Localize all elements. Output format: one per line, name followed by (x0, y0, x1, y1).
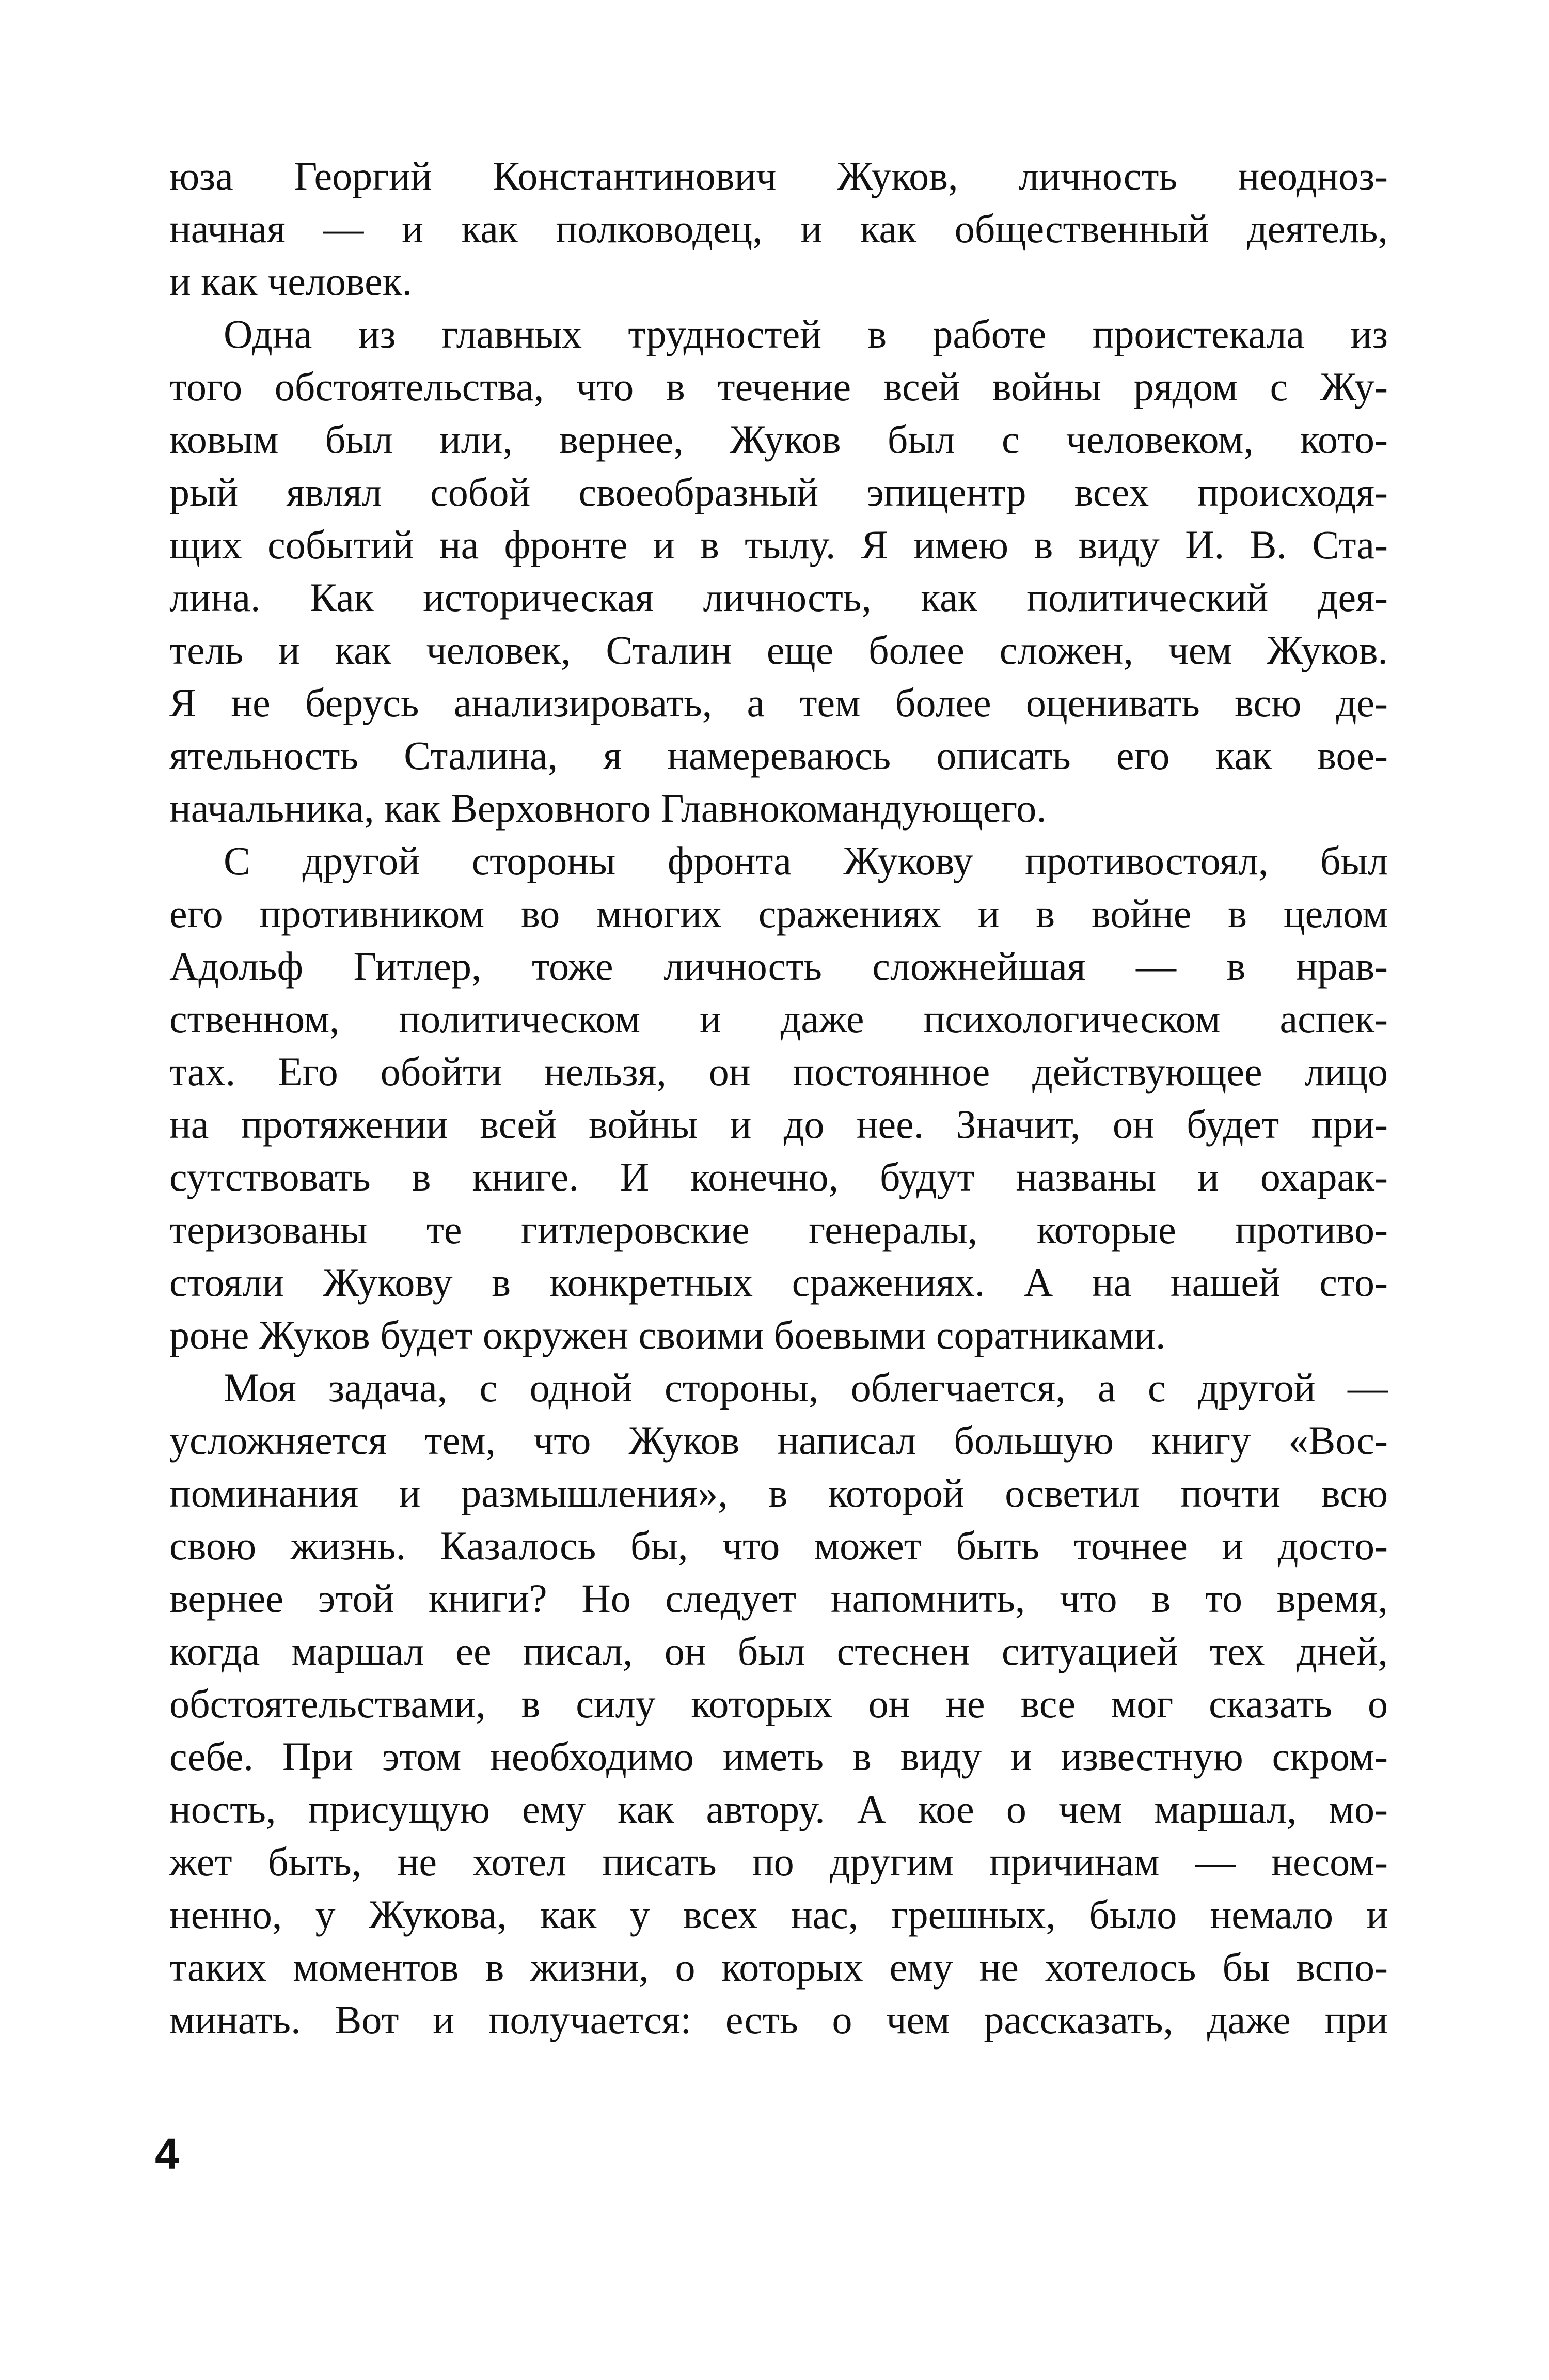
text-line: ненно, у Жукова, как у всех нас, грешных, было немало и (169, 1892, 1388, 1937)
text-line: теризованы те гитлеровские генералы, которые противо- (169, 1207, 1388, 1252)
text-line: на протяжении всей войны и до нее. Значит, он будет при- (169, 1102, 1388, 1147)
text-line: усложняется тем, что Жуков написал большую книгу «Вос- (169, 1418, 1388, 1463)
text-line: ятельность Сталина, я намереваюсь описать его как вое- (169, 733, 1388, 778)
text-line: ственном, политическом и даже психологическом аспек- (169, 996, 1388, 1041)
text-line: таких моментов в жизни, о которых ему не хотелось бы вспо- (169, 1945, 1388, 1990)
text-line: свою жизнь. Казалось бы, что может быть точнее и досто- (169, 1523, 1388, 1568)
text-line: рый являл собой своеобразный эпицентр всех происходя- (169, 469, 1388, 514)
text-line: роне Жуков будет окружен своими боевыми соратниками. (169, 1312, 1166, 1357)
text-line: минать. Вот и получается: есть о чем рассказать, даже при (169, 1997, 1388, 2042)
text-line: тель и как человек, Сталин еще более сложен, чем Жуков. (169, 628, 1388, 672)
text-line: вернее этой книги? Но следует напомнить, что в то время, (169, 1576, 1388, 1621)
text-line: Я не берусь анализировать, а тем более оценивать всю де- (169, 680, 1388, 725)
text-line: стояли Жукову в конкретных сражениях. А на нашей сто- (169, 1260, 1388, 1305)
text-line: начная — и как полководец, и как общественный деятель, (169, 206, 1388, 251)
text-line: щих событий на фронте и в тылу. Я имею в виду И. В. Ста- (169, 522, 1388, 567)
text-line: сутствовать в книге. И конечно, будут названы и охарак- (169, 1154, 1388, 1199)
text-line: обстоятельствами, в силу которых он не все мог сказать о (169, 1681, 1388, 1726)
text-line: Одна из главных трудностей в работе проистекала из (224, 311, 1388, 356)
text-line: лина. Как историческая личность, как политический дея- (169, 575, 1388, 620)
text-line: жет быть, не хотел писать по другим причинам — несом- (169, 1839, 1388, 1884)
text-line: ность, присущую ему как автору. А кое о чем маршал, мо- (169, 1787, 1388, 1831)
text-line: когда маршал ее писал, он был стеснен ситуацией тех дней, (169, 1629, 1388, 1673)
text-line: юза Георгий Константинович Жуков, личность неодноз- (169, 153, 1388, 198)
text-line: ковым был или, вернее, Жуков был с человеком, кото- (169, 417, 1388, 462)
page-number: 4 (155, 2130, 179, 2178)
body-text (169, 150, 1388, 2046)
text-line: его противником во многих сражениях и в войне в целом (169, 891, 1388, 936)
text-line: и как человек. (169, 259, 413, 304)
text-line: С другой стороны фронта Жукову противостоял, был (224, 838, 1388, 883)
text-line: поминания и размышления», в которой осветил почти всю (169, 1470, 1388, 1515)
text-line: Адольф Гитлер, тоже личность сложнейшая — в нрав- (169, 944, 1388, 989)
text-line: тах. Его обойти нельзя, он постоянное действующее лицо (169, 1049, 1388, 1094)
text-line: Моя задача, с одной стороны, облегчается, а с другой — (224, 1365, 1388, 1410)
text-line: себе. При этом необходимо иметь в виду и известную скром- (169, 1734, 1388, 1779)
text-line: того обстоятельства, что в течение всей войны рядом с Жу- (169, 364, 1388, 409)
text-line: начальника, как Верховного Главнокомандующего. (169, 786, 1047, 831)
